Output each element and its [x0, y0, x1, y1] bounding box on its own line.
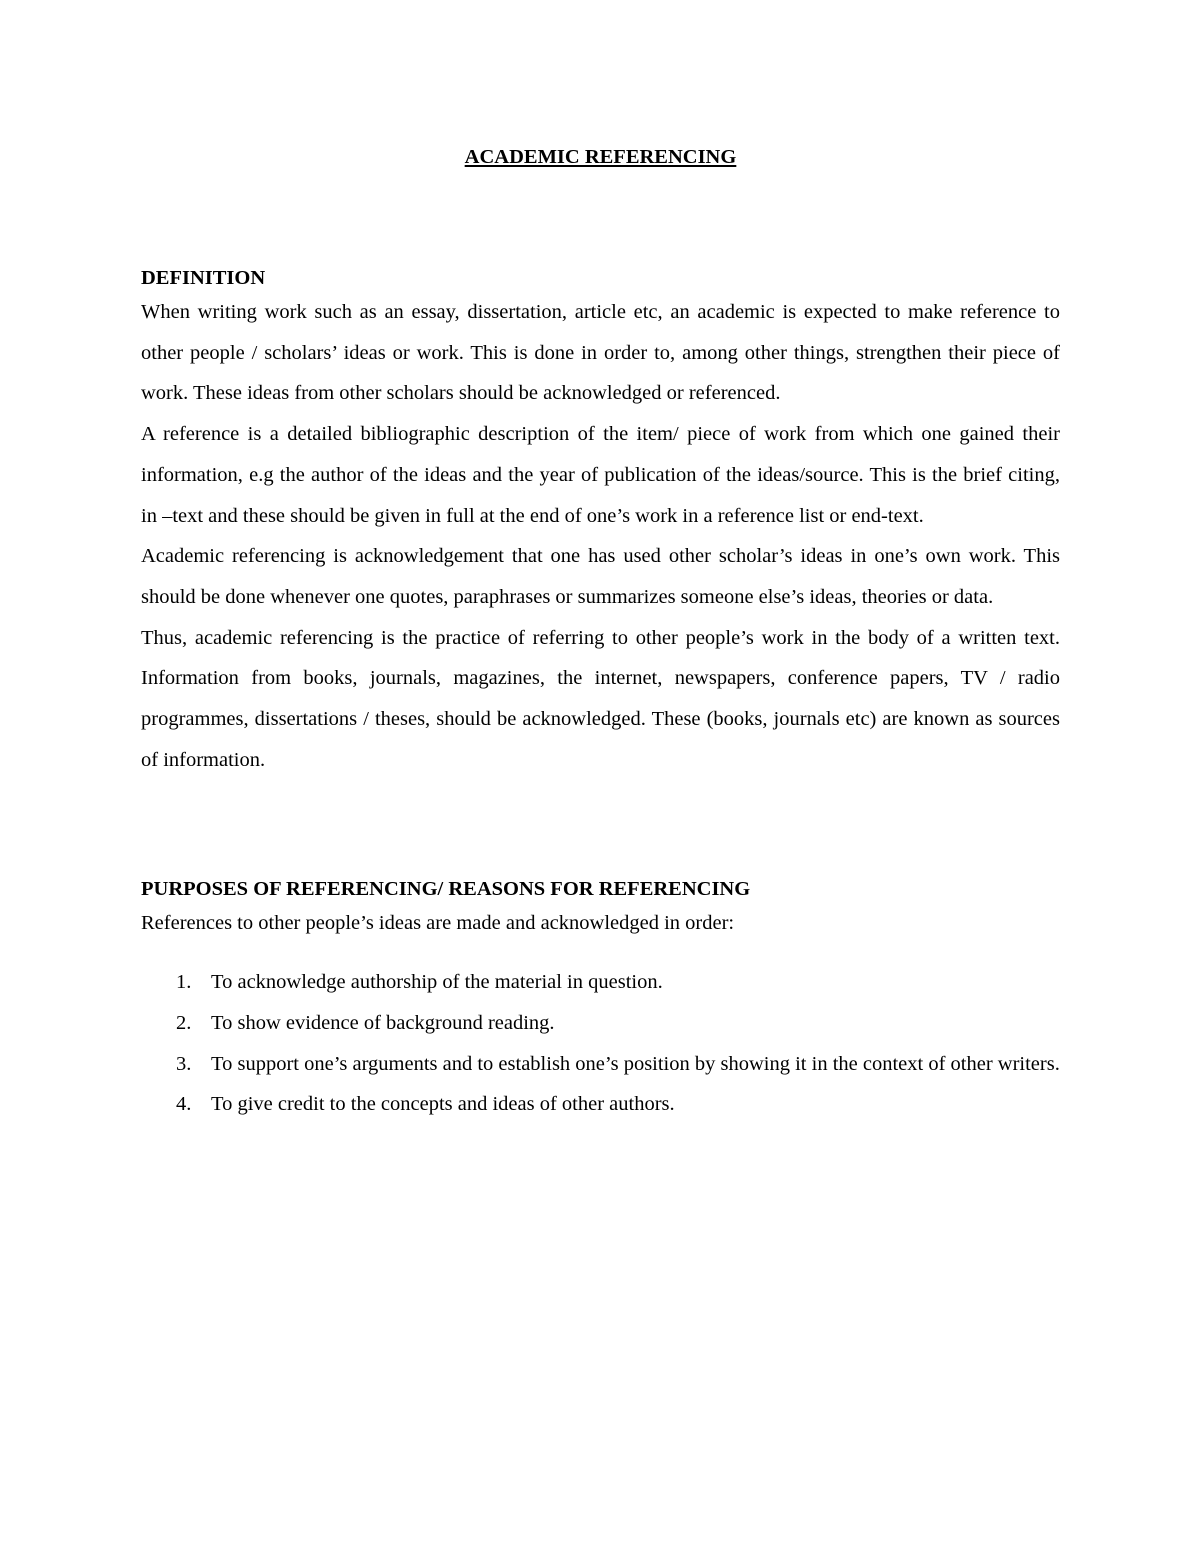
- list-item-text: To support one’s arguments and to establish one’s position by showing it in the context of other writers.: [211, 1052, 1060, 1075]
- list-item-number: 3.: [176, 1052, 192, 1075]
- definition-paragraph-2: A reference is a detailed bibliographic description of the item/ piece of work from which one gained their information, e.g the author of the ideas and the year of publication of the ideas/source. This is the brief citing, in –text and these should be given in full at the end of one’s work in a reference list or end-text.: [141, 423, 1060, 527]
- definition-heading: DEFINITION: [141, 267, 266, 289]
- document-title: ACADEMIC REFERENCING: [464, 146, 737, 168]
- reasons-list: [141, 962, 1060, 1125]
- list-item: [141, 1084, 1060, 1125]
- list-item-text: To acknowledge authorship of the material in question.: [211, 971, 663, 994]
- list-item: [141, 1003, 1060, 1044]
- definition-paragraph-1: When writing work such as an essay, dissertation, article etc, an academic is expected to make reference to other people / scholars’ ideas or work. This is done in order to, among other things, strengthen their piece of work. These ideas from other scholars should be acknowledged or referenced.: [141, 301, 1060, 405]
- page-content: [141, 143, 1060, 1125]
- definition-paragraph-3: Academic referencing is acknowledgement that one has used other scholar’s ideas in one’s own work. This should be done whenever one quotes, paraphrases or summarizes someone else’s ideas, theories or data.: [141, 545, 1060, 608]
- list-item-number: 2.: [176, 1011, 192, 1034]
- list-item-text: To show evidence of background reading.: [211, 1011, 555, 1034]
- purposes-heading: PURPOSES OF REFERENCING/ REASONS FOR REFERENCING: [141, 878, 751, 901]
- purposes-intro: References to other people’s ideas are made and acknowledged in order:: [141, 912, 735, 935]
- list-item-number: 4.: [176, 1093, 192, 1116]
- definition-paragraph-4: Thus, academic referencing is the practice of referring to other people’s work in the body of a written text. Information from books, journals, magazines, the internet, newspapers, conference papers, TV / radio programmes, dissertations / theses, should be acknowledged. These (books, journals etc) are known as sources of information.: [141, 626, 1060, 771]
- list-item-text: To give credit to the concepts and ideas of other authors.: [211, 1093, 675, 1116]
- list-item-number: 1.: [176, 971, 192, 994]
- list-item: [141, 1044, 1060, 1085]
- list-item: [141, 962, 1060, 1003]
